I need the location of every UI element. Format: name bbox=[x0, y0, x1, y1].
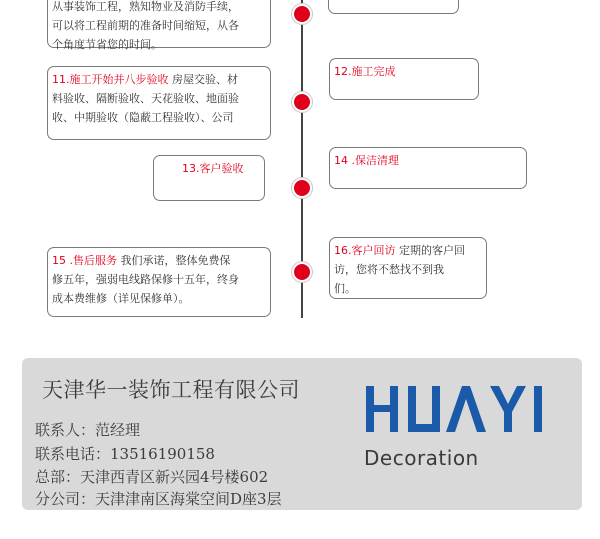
timeline-entry-line bbox=[334, 260, 480, 279]
timeline-entry-line bbox=[52, 289, 264, 308]
timeline-entry-text: 访，您将不愁找不到我 bbox=[334, 263, 444, 276]
huayi-logo bbox=[362, 382, 562, 436]
timeline-entry-title: 11.施工开始并八步验收 bbox=[52, 73, 169, 86]
timeline-entry-text: 们。 bbox=[334, 282, 356, 295]
timeline-entry-title: 16.客户回访 bbox=[334, 244, 396, 257]
timeline-entry-text: 可以将工程前期的准备时间缩短，从各 bbox=[52, 19, 239, 32]
timeline-entry-line bbox=[52, 35, 264, 54]
timeline-entry-line bbox=[52, 270, 264, 289]
headquarters-address: 总部：天津西青区新兴园4号楼602 bbox=[35, 468, 269, 486]
timeline-entry-line bbox=[334, 62, 472, 81]
timeline-entry-box bbox=[47, 66, 271, 140]
timeline-dot bbox=[292, 92, 312, 112]
timeline-entry-line bbox=[52, 0, 264, 16]
timeline-entry-box bbox=[329, 58, 479, 100]
timeline-entry-text: 我们承诺，整体免费保 bbox=[117, 254, 231, 267]
timeline-entry-text: 修五年，强弱电线路保修十五年，终身 bbox=[52, 273, 239, 286]
timeline-entry-line bbox=[52, 70, 264, 89]
company-footer bbox=[22, 358, 582, 510]
timeline-entry-title: 15 .售后服务 bbox=[52, 254, 117, 267]
timeline-entry-text: 成本费维修（详见保修单）。 bbox=[52, 292, 190, 305]
contact-phone: 联系电话：13516190158 bbox=[35, 445, 215, 463]
timeline-entry-box bbox=[328, 0, 459, 14]
timeline-entry-title: 14 .保洁清理 bbox=[334, 154, 399, 167]
timeline-entry-box bbox=[153, 155, 265, 201]
timeline-dot bbox=[292, 262, 312, 282]
timeline-entry-text: 收、中期验收（隐蔽工程验收）、公司 bbox=[52, 111, 234, 124]
timeline-dot bbox=[292, 178, 312, 198]
timeline-entry-line bbox=[182, 159, 258, 178]
timeline-entry-line bbox=[52, 108, 264, 127]
timeline-entry-box bbox=[329, 147, 527, 189]
timeline-dot bbox=[292, 4, 312, 24]
branch-address: 分公司：天津津南区海棠空间D座3层 bbox=[35, 490, 282, 508]
timeline-entry-box bbox=[47, 0, 271, 51]
timeline-entry-line bbox=[52, 251, 264, 270]
timeline-entry-box bbox=[329, 237, 487, 299]
contact-person: 联系人：范经理 bbox=[35, 421, 141, 439]
timeline-entry-text: 个角度节省您的时间。 bbox=[52, 38, 162, 51]
timeline-entry-line bbox=[334, 279, 480, 298]
logo-subtext: Decoration bbox=[364, 446, 479, 470]
timeline-entry-text: 房屋交验、材 bbox=[168, 73, 238, 86]
timeline-entry-line bbox=[334, 151, 520, 170]
timeline-entry-text: 从事装饰工程，熟知物业及消防手续， bbox=[52, 0, 239, 13]
timeline-entry-text: 料验收、隔断验收、天花验收、地面验 bbox=[52, 92, 239, 105]
timeline-entry-line bbox=[334, 241, 480, 260]
timeline-entry-text: 定期的客户回 bbox=[395, 244, 465, 257]
timeline-entry-line bbox=[52, 89, 264, 108]
company-name: 天津华一装饰工程有限公司 bbox=[42, 378, 300, 402]
timeline-entry-title: 13.客户验收 bbox=[182, 162, 244, 175]
timeline-entry-line bbox=[52, 16, 264, 35]
timeline-entry-box bbox=[47, 247, 271, 317]
timeline-entry-title: 12.施工完成 bbox=[334, 65, 396, 78]
